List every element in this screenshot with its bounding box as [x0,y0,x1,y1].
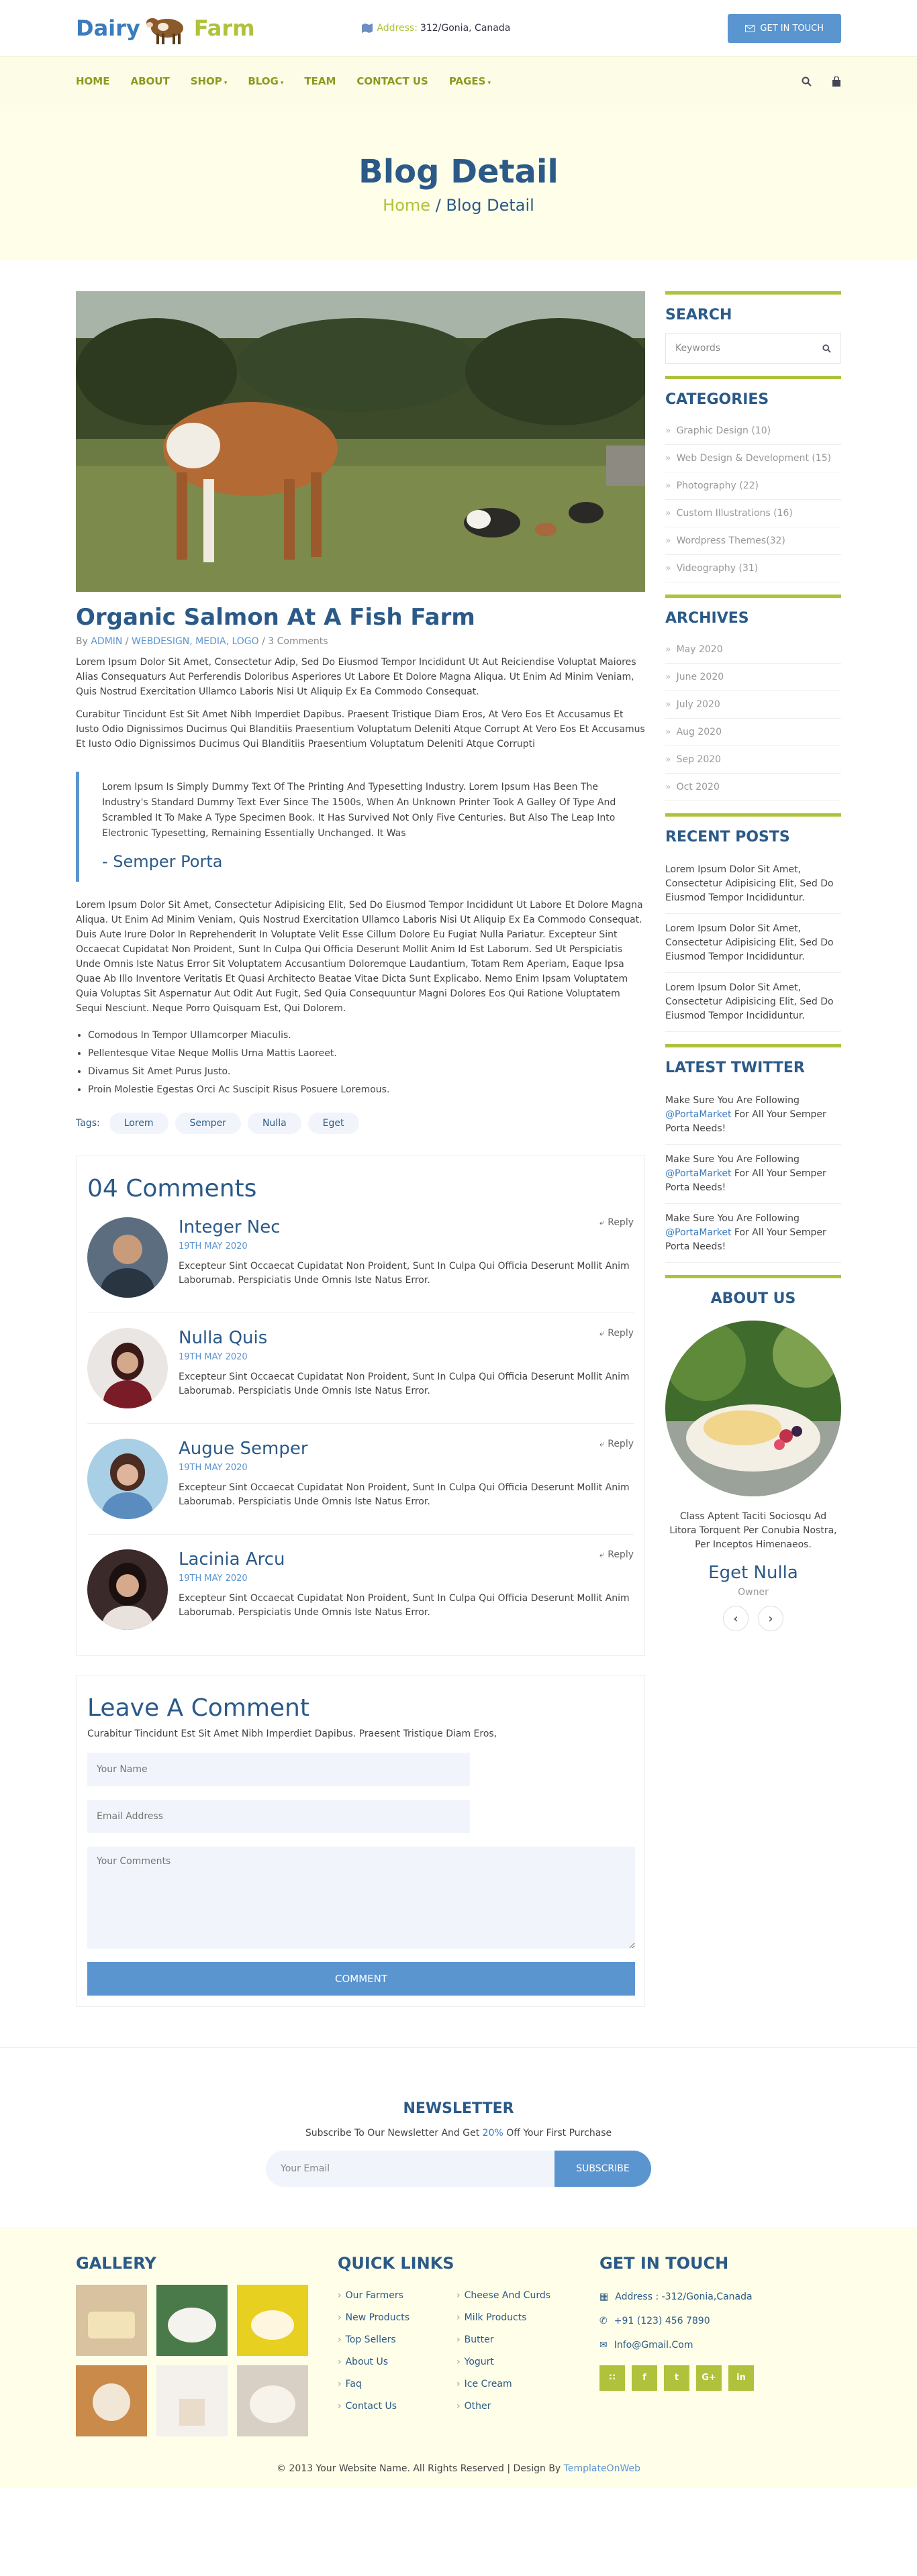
footer-link[interactable]: › Ice Cream [456,2373,550,2395]
gallery-image[interactable] [237,2365,308,2436]
tag-semper[interactable]: Semper [175,1113,241,1134]
footer-link[interactable]: › Milk Products [456,2307,550,2329]
logo-text-dairy: Dairy [76,15,140,41]
copyright: © 2013 Your Website Name. All Rights Reserved | Design By TemplateOnWeb [277,2463,640,2474]
avatar [87,1217,168,1298]
comments-title: 04 Comments [87,1175,257,1202]
comment-text: Excepteur Sint Occaecat Cupidatat Non Proident, Sunt In Culpa Qui Officia Deserunt Mollit Anim Laborumab. Perspiciatis Unde Omnis Iste Natus Error. [179,1593,630,1618]
recent-posts-widget [665,813,841,1032]
post-meta: By ADMIN / WEBDESIGN, MEDIA, LOGO / 3 Comments [76,636,328,647]
gallery-image[interactable] [237,2285,308,2356]
twitter-handle-link[interactable]: @PortaMarket [665,1168,732,1179]
footer-phone: ✆ +91 (123) 456 7890 [599,2309,841,2333]
gallery-title: GALLERY [76,2254,156,2273]
comment-item [87,1535,634,1645]
header-address [362,23,510,34]
breadcrumb-current: Blog Detail [446,196,534,215]
address-label: Address: [377,23,418,34]
reply-icon: ⤶ [599,1217,605,1228]
newsletter-title: NEWSLETTER [403,2100,514,2117]
nav-icons [802,76,841,87]
footer-link[interactable]: › Top Sellers [338,2329,409,2351]
subscribe-button[interactable]: SUBSCRIBE [554,2151,651,2187]
post-paragraph-3: Lorem Ipsum Dolor Sit Amet, Consectetur Adipisicing Elit, Sed Do Eiusmod Tempor Incididunt Ut Labore Et Dolore Magna Aliqua. Ut Enim Ad Minim Veniam, Quis Nostrud Exercitation Ullamco Laboris Nisi Ut Aliquip Ex Ea Commodo Consequat. Duis Aute Irure Dolor In Reprehenderit In Voluptate Velit Esse Cillum Dolore Eu Fugiat Nulla Pariatur. Excepteur Sint Occaecat Cupidatat Non Proident, Sunt In Culpa Qui Officia Deserunt Mollit Anim Id Est Laborum. Sed Ut Perspiciatis Unde Omnis Iste Natus Error Sit Voluptatem Accusantium Doloremque Laudantium, Totam Rem Aperiam, Eaque Ipsa Quae Ab Illo Inventore Veritatis Et Quasi Architecto Beatae Vitae Dicta Sunt Explicabo. Nemo Enim Ipsam Voluptatem Quia Voluptas Sit Aspernatur Aut Odit Aut Fugit, Sed Quia Consequuntur Magni Dolores Eos Qui Ratione Voluptatem Sequi Nesciunt. Neque Porro Quisquam Est, Qui Dolorem. [76,900,643,1014]
archive-link[interactable]: » Oct 2020 [665,774,841,801]
comment-item [87,1424,634,1535]
list-item: • Pellentesque Vitae Neque Mollis Urna Mattis Laoreet. [88,1045,645,1063]
sidebar [665,291,841,2007]
comment-form-hint: Curabitur Tincidunt Est Sit Amet Nibh Imperdiet Dapibus. Praesent Tristique Diam Eros, [87,1729,497,1739]
page-title: Blog Detail [358,153,559,191]
list-item: • Proin Molestie Egestas Orci Ac Suscipit Risus Posuere Loremous. [88,1081,645,1099]
footer-gallery [76,2254,338,2436]
caret-down-icon: ▾ [487,80,491,87]
archive-link[interactable]: » Sep 2020 [665,746,841,774]
tag-lorem[interactable]: Lorem [109,1113,168,1134]
get-in-touch-label: GET IN TOUCH [760,23,824,34]
comment-author: Augue Semper [179,1439,308,1459]
twitter-widget [665,1044,841,1263]
envelope-icon [745,25,755,32]
comment-item [87,1313,634,1424]
avatar [87,1328,168,1408]
footer-link[interactable]: › Butter [456,2329,550,2351]
about-carousel-controls [665,1606,841,1631]
post-hero-image [76,291,645,592]
categories-widget [665,376,841,582]
post-author-link[interactable]: ADMIN [91,636,123,647]
footer-email[interactable]: ✉ Info@Gmail.Com [599,2333,841,2357]
nav-item-blog[interactable]: BLOG ▾ [248,75,284,87]
category-link[interactable]: » Videography (31) [665,555,841,582]
page-header [0,105,917,260]
comment-submit-button[interactable]: COMMENT [87,1962,635,1996]
tag-nulla[interactable]: Nulla [248,1113,301,1134]
search-placeholder: Keywords [675,343,721,354]
footer-link[interactable]: › Other [456,2395,550,2418]
map-icon: ▦ [599,2291,609,2302]
post-paragraph-1: Lorem Ipsum Dolor Sit Amet, Consectetur Adip, Sed Do Eiusmod Tempor Incididunt Ut Aut Reiciendise Voluptat Maiores Alias Consequaturs Aut Perferendis Doloribus Asperiores Ut Labore Et Dolore Magna Aliqua. Ut Enim Ad Minim Veniam, Quis Nostrud Exercitation Ullamco Laboris Nisi Ut Aliquip Ex Ea Commodo Consequat. [76,657,636,697]
avatar [87,1549,168,1630]
comment-date: 19TH MAY 2020 [179,1463,248,1473]
comment-date: 19TH MAY 2020 [179,1241,248,1251]
designer-link[interactable]: TemplateOnWeb [563,2463,640,2474]
comment-item [87,1202,634,1313]
site-logo[interactable] [76,7,254,50]
comment-form [76,1675,645,2007]
nav-item-shop[interactable]: SHOP ▾ [190,75,228,87]
about-name: Eget Nulla [708,1563,798,1583]
newsletter-form [0,2151,917,2187]
gallery-image[interactable] [156,2285,228,2356]
comment-date: 19TH MAY 2020 [179,1574,248,1584]
main-nav [0,56,917,105]
newsletter-text: Subscribe To Our Newsletter And Get 20% Off Your First Purchase [305,2128,612,2139]
post-tags [76,1113,645,1134]
category-link[interactable]: » Web Design & Development (15) [665,445,841,472]
rss-icon[interactable]: ∷ [599,2365,625,2391]
quick-links-title: QUICK LINKS [338,2254,454,2273]
comment-author: Lacinia Arcu [179,1549,285,1569]
post-quote [76,772,645,882]
newsletter-section [0,2047,917,2227]
blog-content [76,291,645,2007]
reply-icon: ⤶ [599,1549,605,1560]
twitter-handle-link[interactable]: @PortaMarket [665,1227,732,1238]
site-footer [0,2227,917,2487]
nav-item-contact[interactable]: CONTACT US [356,75,428,87]
archive-link[interactable]: » June 2020 [665,664,841,691]
name-field[interactable] [87,1753,470,1786]
get-in-touch-button[interactable] [728,14,841,43]
list-item: • Comodous In Tempor Ullamcorper Miaculis. [88,1027,645,1045]
recent-post-link[interactable]: Lorem Ipsum Dolor Sit Amet, Consectetur Adipisicing Elit, Sed Do Eiusmod Tempor Incididuntur. [665,973,841,1032]
breadcrumb [0,196,917,215]
facebook-icon[interactable]: f [632,2365,657,2391]
footer-address: ▦ Address : -312/Gonia,Canada [599,2285,841,2309]
search-title: SEARCH [665,307,732,323]
reply-button[interactable]: ⤶ Reply [599,1328,634,1339]
nav-item-team[interactable]: TEAM [304,75,336,87]
comment-author: Integer Nec [179,1217,281,1237]
linkedin-icon[interactable]: in [728,2365,754,2391]
comment-text: Excepteur Sint Occaecat Cupidatat Non Proident, Sunt In Culpa Qui Officia Deserunt Mollit Anim Laborumab. Perspiciatis Unde Omnis Iste Natus Error. [179,1482,630,1507]
quote-author: - Semper Porta [102,852,223,871]
map-icon [362,23,373,33]
recent-posts-title: RECENT POSTS [665,829,790,845]
shopping-bag-icon[interactable] [832,76,841,87]
nav-item-home[interactable]: HOME [76,75,110,87]
footer-link[interactable]: › Our Farmers [338,2285,409,2307]
category-link[interactable]: » Photography (22) [665,472,841,500]
footer-link[interactable]: › New Products [338,2307,409,2329]
search-icon[interactable] [822,344,831,353]
post-bullet-list [76,1027,645,1099]
list-item: • Divamus Sit Amet Purus Justo. [88,1063,645,1081]
comments-field[interactable] [87,1847,635,1949]
post-title: Organic Salmon At A Fish Farm [76,604,475,631]
search-input[interactable] [665,333,841,364]
nav-item-pages[interactable]: PAGES ▾ [448,75,491,87]
phone-icon: ✆ [599,2316,608,2326]
footer-link[interactable]: › Yogurt [456,2351,550,2373]
gallery-image[interactable] [76,2365,147,2436]
social-links [599,2365,841,2391]
post-categories-link[interactable]: WEBDESIGN, MEDIA, LOGO [132,636,259,647]
categories-title: CATEGORIES [665,391,769,408]
comment-form-title: Leave A Comment [87,1694,309,1722]
logo-text-farm: Farm [193,15,255,41]
envelope-icon: ✉ [599,2340,608,2351]
gallery-image[interactable] [76,2285,147,2356]
category-link[interactable]: » Wordpress Themes(32) [665,527,841,555]
cow-logo-icon [143,7,191,50]
chevron-left-icon[interactable]: ‹ [723,1606,749,1631]
reply-button[interactable]: ⤶ Reply [599,1217,634,1228]
post-paragraph-2: Curabitur Tincidunt Est Sit Amet Nibh Imperdiet Dapibus. Praesent Tristique Diam Eros, At Vero Eos Et Accusamus Et Iusto Odio Dignissimos Ducimus Qui Blanditiis Praesentium Voluptatum Deleniti Atque Corrupt At Vero Eos Et Accusamus Et Iusto Odio Dignissimos Ducimus Qui Blanditiis Praesentium Voluptatum Deleniti Atque Corrupti [76,709,645,750]
nav-item-about[interactable]: ABOUT [130,75,170,87]
twitter-title: LATEST TWITTER [665,1060,805,1076]
about-widget [665,1275,841,1631]
archive-link[interactable]: » July 2020 [665,691,841,719]
comments-section [76,1155,645,1656]
comment-text: Excepteur Sint Occaecat Cupidatat Non Proident, Sunt In Culpa Qui Officia Deserunt Mollit Anim Laborumab. Perspiciatis Unde Omnis Iste Natus Error. [179,1372,630,1396]
get-in-touch-title: GET IN TOUCH [599,2254,729,2273]
chevron-right-icon[interactable]: › [758,1606,783,1631]
footer-link[interactable]: › Cheese And Curds [456,2285,550,2307]
about-image [665,1321,841,1496]
reply-button[interactable]: ⤶ Reply [599,1549,634,1560]
post-comments-link[interactable]: 3 Comments [268,636,328,647]
breadcrumb-separator: / [435,196,441,215]
footer-link[interactable]: › About Us [338,2351,409,2373]
tweet: Make Sure You Are Following @PortaMarket For All Your Semper Porta Needs! [665,1204,841,1263]
recent-post-link[interactable]: Lorem Ipsum Dolor Sit Amet, Consectetur Adipisicing Elit, Sed Do Eiusmod Tempor Incididuntur. [665,855,841,914]
comment-date: 19TH MAY 2020 [179,1352,248,1362]
archives-title: ARCHIVES [665,610,749,627]
address-value: 312/Gonia, Canada [420,23,511,34]
footer-quick-links [338,2254,599,2436]
twitter-handle-link[interactable]: @PortaMarket [665,1109,732,1120]
reply-icon: ⤶ [599,1328,605,1339]
caret-down-icon: ▾ [224,80,228,87]
email-field[interactable] [87,1800,470,1833]
top-header [0,0,917,105]
breadcrumb-home-link[interactable]: Home [383,196,431,215]
archives-widget [665,595,841,801]
nav-menu [76,75,512,87]
tweet: Make Sure You Are Following @PortaMarket For All Your Semper Porta Needs! [665,1145,841,1204]
recent-post-link[interactable]: Lorem Ipsum Dolor Sit Amet, Consectetur Adipisicing Elit, Sed Do Eiusmod Tempor Incididuntur. [665,914,841,973]
newsletter-email-input[interactable]: Your Email [266,2151,554,2187]
search-widget [665,291,841,364]
comment-author: Nulla Quis [179,1328,268,1348]
category-link[interactable]: » Graphic Design (10) [665,417,841,445]
footer-link[interactable]: › Contact Us [338,2395,409,2418]
reply-button[interactable]: ⤶ Reply [599,1439,634,1449]
gallery-image[interactable] [156,2365,228,2436]
tweet: Make Sure You Are Following @PortaMarket For All Your Semper Porta Needs! [665,1086,841,1145]
comment-text: Excepteur Sint Occaecat Cupidatat Non Proident, Sunt In Culpa Qui Officia Deserunt Mollit Anim Laborumab. Perspiciatis Unde Omnis Iste Natus Error. [179,1261,630,1286]
about-title: ABOUT US [710,1290,796,1307]
google-plus-icon[interactable]: G+ [696,2365,722,2391]
archive-link[interactable]: » Aug 2020 [665,719,841,746]
tag-eget[interactable]: Eget [308,1113,359,1134]
footer-contact [599,2254,841,2436]
about-role: Owner [738,1587,769,1598]
tags-label: Tags: [76,1118,100,1129]
footer-link[interactable]: › Faq [338,2373,409,2395]
about-text: Class Aptent Taciti Sociosqu Ad Litora Torquent Per Conubia Nostra, Per Inceptos Himenaeos. [669,1511,837,1550]
search-icon[interactable] [802,76,812,87]
quote-text: Lorem Ipsum Is Simply Dummy Text Of The Printing And Typesetting Industry. Lorem Ipsum Has Been The Industry's Standard Dummy Text Ever Since The 1500s, When An Unknown Printer Took A Galley Of Type And Scrambled It To Make A Type Specimen Book. It Has Survived Not Only Five Centuries. But Also The Leap Into Electronic Typesetting, Remaining Essentially Unchanged. It Was [102,782,616,839]
avatar [87,1439,168,1519]
twitter-icon[interactable]: t [664,2365,689,2391]
archive-link[interactable]: » May 2020 [665,636,841,664]
reply-icon: ⤶ [599,1439,605,1449]
caret-down-icon: ▾ [280,80,284,87]
category-link[interactable]: » Custom Illustrations (16) [665,500,841,527]
